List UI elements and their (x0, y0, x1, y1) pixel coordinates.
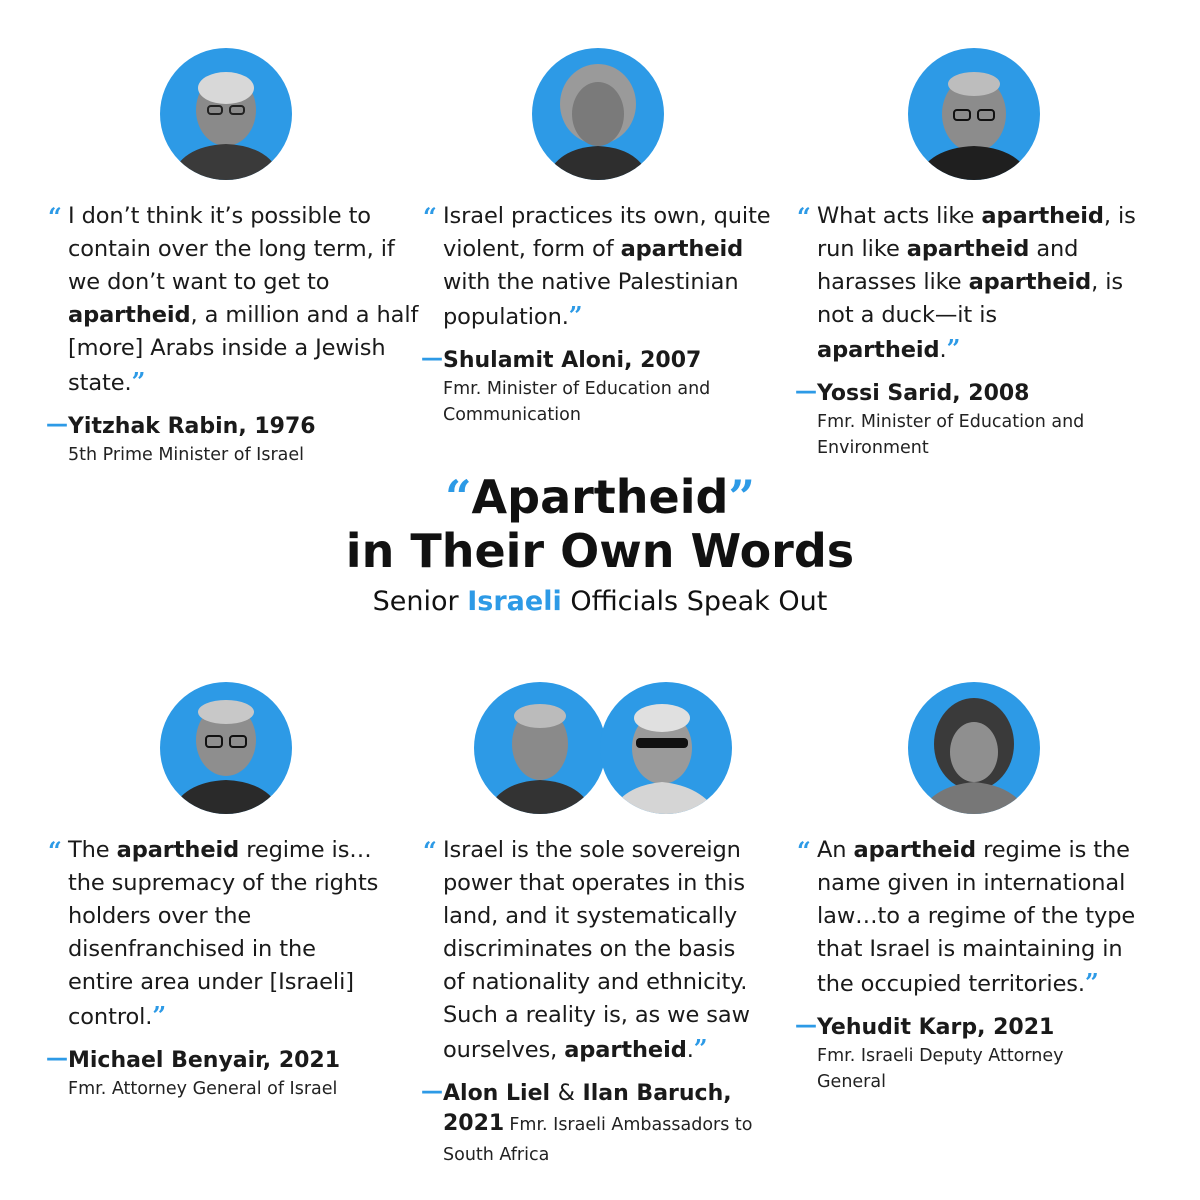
speaker-name: Yehudit Karp, 2021 (817, 1015, 1055, 1040)
speaker-name: Shulamit Aloni, 2007 (443, 348, 702, 373)
open-quote-mark: “ (423, 836, 437, 865)
portrait-benyair (160, 682, 292, 814)
attribution-dash: — (795, 1013, 817, 1038)
speaker-name: Yossi Sarid, 2008 (817, 381, 1030, 406)
quote-card-karp (795, 834, 1137, 1095)
attribution (421, 1079, 763, 1170)
portrait-karp (908, 682, 1040, 814)
close-quote-mark: ” (152, 1001, 167, 1030)
attribution (46, 1046, 388, 1102)
portrait-sarid (908, 48, 1040, 180)
quote-text: “ An apartheid regime is the name given in international law…to a regime of the type that Israel is maintaining in the occupied territories.” (797, 836, 1136, 997)
open-quote-mark: “ (797, 836, 811, 865)
quote-card-liel-baruch (421, 834, 763, 1170)
portrait-liel (474, 682, 606, 814)
attribution (795, 379, 1137, 461)
person-photo-icon (600, 682, 732, 814)
headline-line-1: “Apartheid” (445, 470, 755, 524)
subtitle: Senior Israeli Officials Speak Out (372, 586, 828, 617)
close-quote-mark: ” (568, 301, 583, 330)
open-quote-mark: “ (423, 202, 437, 231)
quote-text: “ Israel practices its own, quite violent, form of apartheid with the native Palestinian population.” (423, 202, 771, 330)
quote-text: “ I don’t think it’s possible to contain over the long term, if we don’t want to get to apartheid, a million and a half [more] Arabs inside a Jewish state.” (48, 202, 419, 396)
portrait-baruch (600, 682, 732, 814)
quote-text: “ What acts like apartheid, is run like apartheid and harasses like apartheid, is not a duck—it is apartheid.” (797, 202, 1136, 363)
speaker-role: 5th Prime Minister of Israel (68, 445, 305, 465)
person-photo-icon (160, 682, 292, 814)
quote-card-benyair (46, 834, 388, 1102)
headline-line-2: in Their Own Words (345, 524, 855, 578)
speaker-name: Michael Benyair, 2021 (68, 1048, 341, 1073)
speaker-name: Alon Liel & Ilan Baruch, (443, 1081, 732, 1106)
speaker-role: Fmr. Minister of Education and Communication (443, 379, 711, 425)
quote-text: “ Israel is the sole sovereign power that operates in this land, and it systematically discriminates on the basis of nationality and ethnicity. Such a reality is, as we saw ourselves, apartheid.” (423, 836, 750, 1063)
open-quote-mark: “ (48, 836, 62, 865)
attribution-dash: — (46, 1046, 68, 1071)
speaker-role: Fmr. Israeli Deputy Attorney General (817, 1046, 1064, 1092)
person-photo-icon (908, 682, 1040, 814)
speaker-role: Fmr. Minister of Education and Environment (817, 412, 1085, 458)
speaker-name: Yitzhak Rabin, 1976 (68, 414, 316, 439)
attribution-dash: — (421, 346, 443, 371)
quote-card-sarid (795, 200, 1137, 461)
person-photo-icon (474, 682, 606, 814)
quote-text: “ The apartheid regime is… the supremacy of the rights holders over the disenfranchised in the entire area under [Israeli] control.” (48, 836, 379, 1030)
person-photo-icon (532, 48, 664, 180)
open-quote-mark: “ (48, 202, 62, 231)
attribution-dash: — (795, 379, 817, 404)
quote-card-aloni (421, 200, 773, 428)
attribution-dash: — (421, 1079, 443, 1104)
portrait-aloni (532, 48, 664, 180)
attribution-dash: — (46, 412, 68, 437)
portrait-rabin (160, 48, 292, 180)
speaker-role: Fmr. Attorney General of Israel (68, 1079, 338, 1099)
attribution (795, 1013, 1137, 1095)
headline-block (0, 470, 1200, 622)
attribution (421, 346, 773, 428)
person-photo-icon (160, 48, 292, 180)
open-quote-mark: “ (797, 202, 811, 231)
speaker-year-role: 2021 Fmr. Israeli Ambassadors to South Africa (443, 1111, 753, 1165)
close-quote-mark: ” (946, 334, 961, 363)
close-quote-mark: ” (1084, 968, 1099, 997)
close-quote-mark: ” (693, 1034, 708, 1063)
attribution (46, 412, 428, 468)
close-quote-mark: ” (131, 367, 146, 396)
quote-card-rabin (46, 200, 428, 468)
person-photo-icon (908, 48, 1040, 180)
